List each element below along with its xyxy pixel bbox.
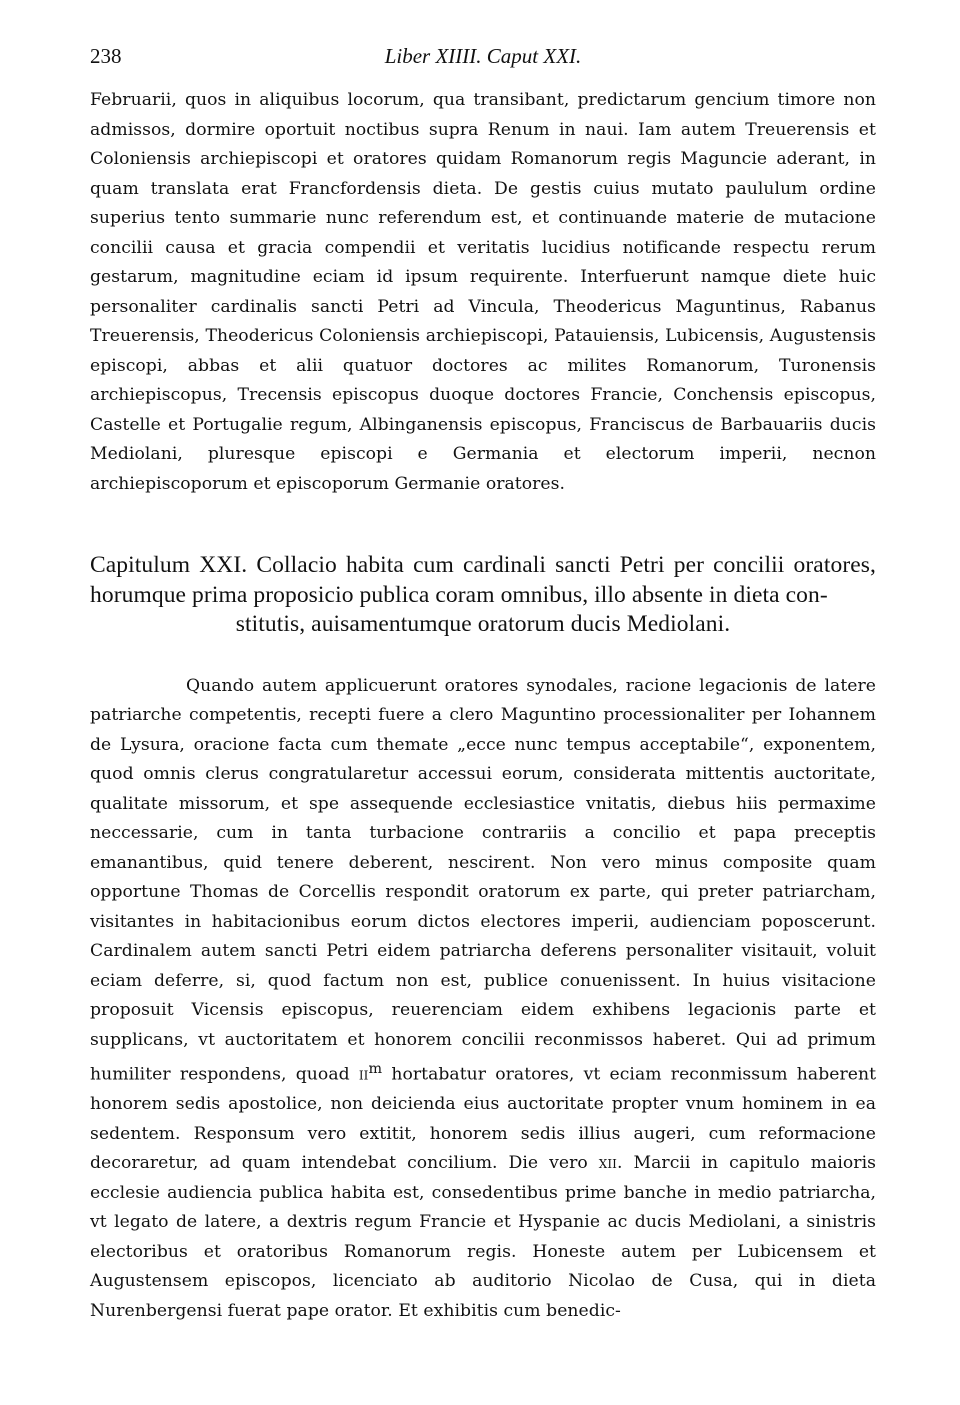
body-text-part-b: hortabatur oratores, vt eciam reconmissum haberent honorem sedis apostolice, non deicienda eius auctoritate propter vnum hominem in ea sedentem. Responsum vero extitit, honorem sedis illius augeri, cum reformacione decoraretur, ad quam intendebat concilium. Die vero [90,1064,877,1174]
chapter-heading-main: Capitulum XXI. Collacio habita cum cardinali sancti Petri per concilii oratores, horumque prima proposicio publica coram omnibus, illo absente in dieta con- [90,552,876,608]
running-head: Liber XIIII. Caput XXI. [384,44,582,68]
chapter-body-paragraph [90,672,876,1327]
numeral-superscript: m [368,1061,383,1077]
document-page [90,44,876,1326]
body-text-part-c: Marcii in capitulo maioris ecclesie audiencia publica habita est, consedentibus prime banche in medio patriarcha, vt legato de latere, a dextris regum Francie et Hyspanie ac ducis Mediolani, a sinistris electoribus et oratoribus Romanorum regis. Honeste autem per Lubicensem et Augustensem episcopos, licenciato ab auditorio Nicolao de Cusa, qui in dieta Nurenbergensi fuerat pape orator. Et exhibitis cum benedic- [90,1153,876,1321]
chapter-heading [90,551,876,640]
numeral-day: xii. [598,1153,623,1174]
body-text-part-a: Quando autem applicuerunt oratores synodales, racione legacionis de latere patriarche competentis, recepti fuere a clero Maguntino processionaliter per Iohannem de Lysura, oracione facta cum themate „ecce nunc tempus acceptabile“, exponentem, quod omnis clerus congratularetur accessui eorum, considerata mittentis auctoritate, qualitate missorum, et spe assequende ecclesiastice vnitatis, diebus hiis permaxime neccessarie, cum in tanta turbacione contrariis a concilio et papa preceptis emanantibus, quid tenere deberent, nescirent. Non vero minus composite quam opportune Thomas de Corcellis respondit oratorum ex parte, qui preter patriarcham, visitantes in habitacionibus eorum dictos electores imperii, audienciam poposcerunt. Cardinalem autem sancti Petri eidem patriarcha deferens personaliter visitauit, voluit eciam deferre, si, quod factum non est, publice conuenissent. In huius visitacione proposuit Vicensis episcopus, reuerenciam eidem exhibens legacionis parte et supplicans, vt auctoritatem et honorem concilii reconmissos haberet. Qui ad primum humiliter respondens, quoad [90,675,876,1085]
page-number: 238 [90,44,122,68]
chapter-heading-last-line: stitutis, auisamentumque oratorum ducis Mediolani. [235,611,731,637]
paragraph-continuation: Februarii, quos in aliquibus locorum, qua transibant, predictarum gencium timore non admissos, dormire oportuit noctibus supra Renum in naui. Iam autem Treuerensis et Coloniensis archiepiscopi et oratores quidam Romanorum regis Maguncie aderant, in quam translata erat Francfordensis dieta. De gestis cuius mutato paululum ordine superius tento summarie nunc referendum est, et continuande materie de mutacione concilii causa et gracia compendii et veritatis lucidius notificande respectu rerum gestarum, magnitudine eciam id ipsum requirente. Interfuerunt namque diete huic personaliter cardinalis sancti Petri ad Vincula, Theodericus Maguntinus, Rabanus Treuerensis, Theodericus Coloniensis archiepiscopi, Patauiensis, Lubicensis, Augustensis episcopi, abbas et alii quatuor doctores ac milites Romanorum, Turonensis archiepiscopus, Trecensis episcopus duoque doctores Francie, Conchensis episcopus, Castelle et Portugalie regum, Albinganensis episcopus, Franciscus de Barbauariis ducis Mediolani, pluresque episcopi e Germania et electorum imperii, necnon archiepiscoporum et episcoporum Germanie oratores. [90,90,876,494]
numeral-secundum: ii [358,1064,369,1085]
page-header [90,44,876,78]
